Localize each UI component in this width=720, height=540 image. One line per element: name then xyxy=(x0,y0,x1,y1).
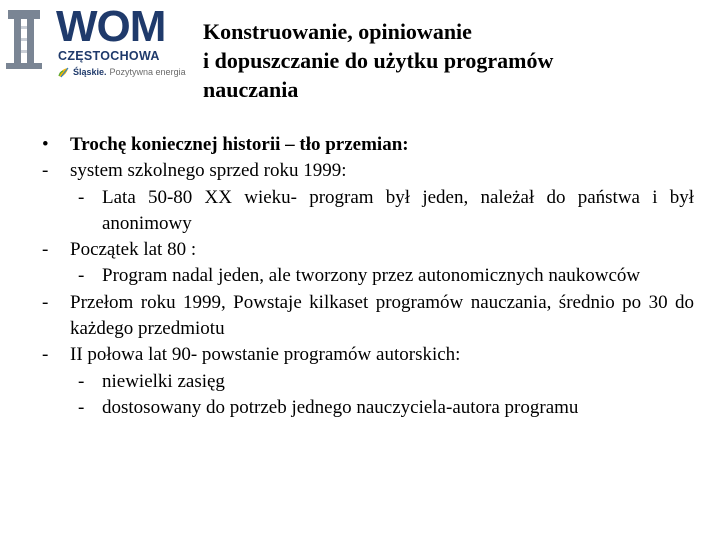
list-item xyxy=(30,395,694,421)
list-item xyxy=(30,290,694,343)
dash-marker: - xyxy=(78,396,85,418)
bullet-marker: • xyxy=(42,134,49,155)
list-item-text: Program nadal jeden, ale tworzony przez autonomicznych naukowców xyxy=(102,265,641,287)
list-item xyxy=(30,185,694,238)
list-item xyxy=(30,263,694,289)
list-item-text: Przełom roku 1999, Powstaje kilkaset programów nauczania, średnio po 30 do każdego przedmiotu xyxy=(70,291,694,340)
list-item xyxy=(30,132,694,158)
dash-marker: - xyxy=(42,291,49,313)
list-item xyxy=(30,369,694,395)
list-item xyxy=(30,158,694,184)
list-item-text: niewielki zasięg xyxy=(102,370,225,392)
logo-slogan-text: Pozytywna energia xyxy=(109,67,186,77)
list-item xyxy=(30,237,694,263)
logo-slaskie xyxy=(58,66,186,78)
title-line-1: Konstruowanie, opiniowanie xyxy=(203,19,472,44)
slaskie-leaf-icon xyxy=(58,67,70,78)
logo-wom-text: WOM xyxy=(56,2,166,51)
title-line-2: i dopuszczanie do użytku programów xyxy=(203,48,554,73)
dash-marker: - xyxy=(78,186,85,208)
content-list xyxy=(30,132,694,421)
wom-emblem-icon xyxy=(6,8,42,70)
wom-logo xyxy=(0,0,190,95)
list-item-text: dostosowany do potrzeb jednego nauczyciela-autora programu xyxy=(102,396,579,418)
dash-marker: - xyxy=(42,160,49,182)
title-line-3: nauczania xyxy=(203,77,299,102)
list-item-text: Lata 50-80 XX wieku- program był jeden, należał do państwa i był anonimowy xyxy=(102,186,694,234)
dash-marker: - xyxy=(78,265,85,287)
list-item-text: Początek lat 80 : xyxy=(70,239,197,261)
list-item-text: Trochę koniecznej historii – tło przemian: xyxy=(70,134,409,155)
list-item-text: system szkolnego sprzed roku 1999: xyxy=(70,160,347,182)
list-item-text: II połowa lat 90- powstanie programów autorskich: xyxy=(70,344,461,366)
logo-region-text: Śląskie. xyxy=(73,67,107,77)
dash-marker: - xyxy=(42,239,49,261)
logo-city-text: CZĘSTOCHOWA xyxy=(58,49,160,63)
page-title xyxy=(203,17,703,104)
dash-marker: - xyxy=(42,344,49,366)
list-item xyxy=(30,342,694,368)
dash-marker: - xyxy=(78,370,85,392)
